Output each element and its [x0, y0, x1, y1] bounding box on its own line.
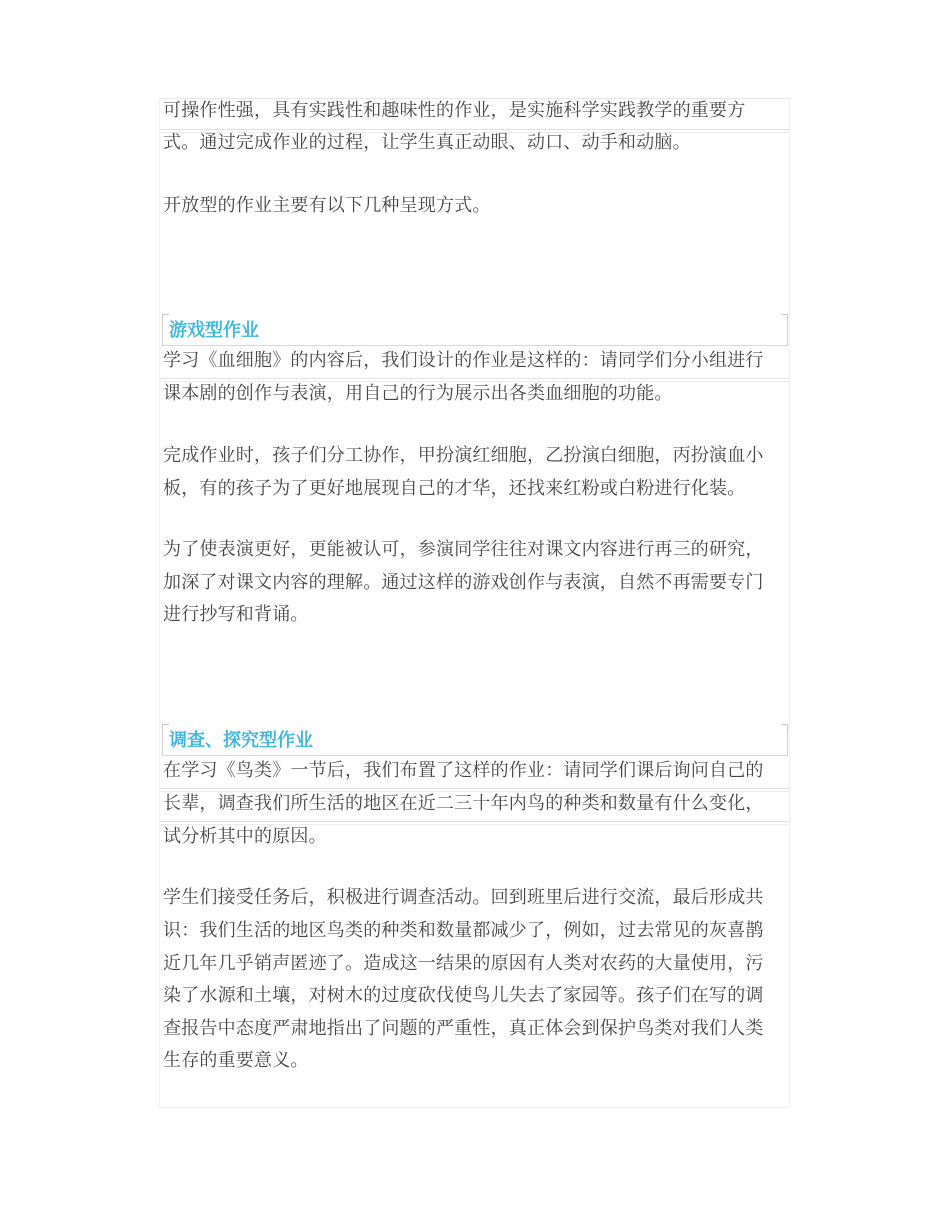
- section-heading-game: 游戏型作业: [169, 320, 259, 341]
- survey-p2-line-3: 近几年几乎销声匿迹了。造成这一结果的原因有人类对农药的大量使用，污: [163, 953, 764, 974]
- game-p3-line-1: 为了使表演更好，更能被认可，参演同学往往对课文内容进行再三的研究，: [163, 539, 764, 560]
- intro-line-2: 式。通过完成作业的过程，让学生真正动眼、动口、动手和动脑。: [163, 132, 691, 153]
- survey-p2-line-1: 学生们接受任务后，积极进行调查活动。回到班里后进行交流，最后形成共: [163, 887, 764, 908]
- game-p2-line-2: 板，有的孩子为了更好地展现自己的才华，还找来红粉或白粉进行化装。: [163, 478, 746, 499]
- survey-p2-line-5: 查报告中态度严肃地指出了问题的严重性，真正体会到保护鸟类对我们人类: [163, 1018, 764, 1039]
- intro-line-1: 可操作性强，具有实践性和趣味性的作业，是实施科学实践教学的重要方: [163, 100, 746, 121]
- game-p1-line-2: 课本剧的创作与表演，用自己的行为展示出各类血细胞的功能。: [163, 383, 673, 404]
- section-heading-survey: 调查、探究型作业: [169, 730, 313, 751]
- survey-p2-line-6: 生存的重要意义。: [163, 1050, 309, 1071]
- survey-p1-line-3: 试分析其中的原因。: [163, 826, 327, 847]
- survey-p1-line-2: 长辈，调查我们所生活的地区在近二三十年内鸟的种类和数量有什么变化，: [163, 793, 764, 814]
- intro-lead: 开放型的作业主要有以下几种呈现方式。: [163, 195, 491, 216]
- survey-p2-line-4: 染了水源和土壤，对树木的过度砍伐使鸟儿失去了家园等。孩子们在写的调: [163, 985, 764, 1006]
- game-p3-line-2: 加深了对课文内容的理解。通过这样的游戏创作与表演，自然不再需要专门: [163, 572, 764, 593]
- survey-p1-line-1: 在学习《鸟类》一节后，我们布置了这样的作业：请同学们课后询问自己的: [163, 760, 764, 781]
- game-p1-line-1: 学习《血细胞》的内容后，我们设计的作业是这样的：请同学们分小组进行: [163, 350, 764, 371]
- survey-p2-line-2: 识：我们生活的地区鸟类的种类和数量都减少了，例如，过去常见的灰喜鹊: [163, 920, 764, 941]
- section-heading-box: [162, 316, 788, 346]
- section-heading-box: [162, 726, 788, 756]
- game-p3-line-3: 进行抄写和背诵。: [163, 604, 309, 625]
- game-p2-line-1: 完成作业时，孩子们分工协作，甲扮演红细胞，乙扮演白细胞，丙扮演血小: [163, 445, 764, 466]
